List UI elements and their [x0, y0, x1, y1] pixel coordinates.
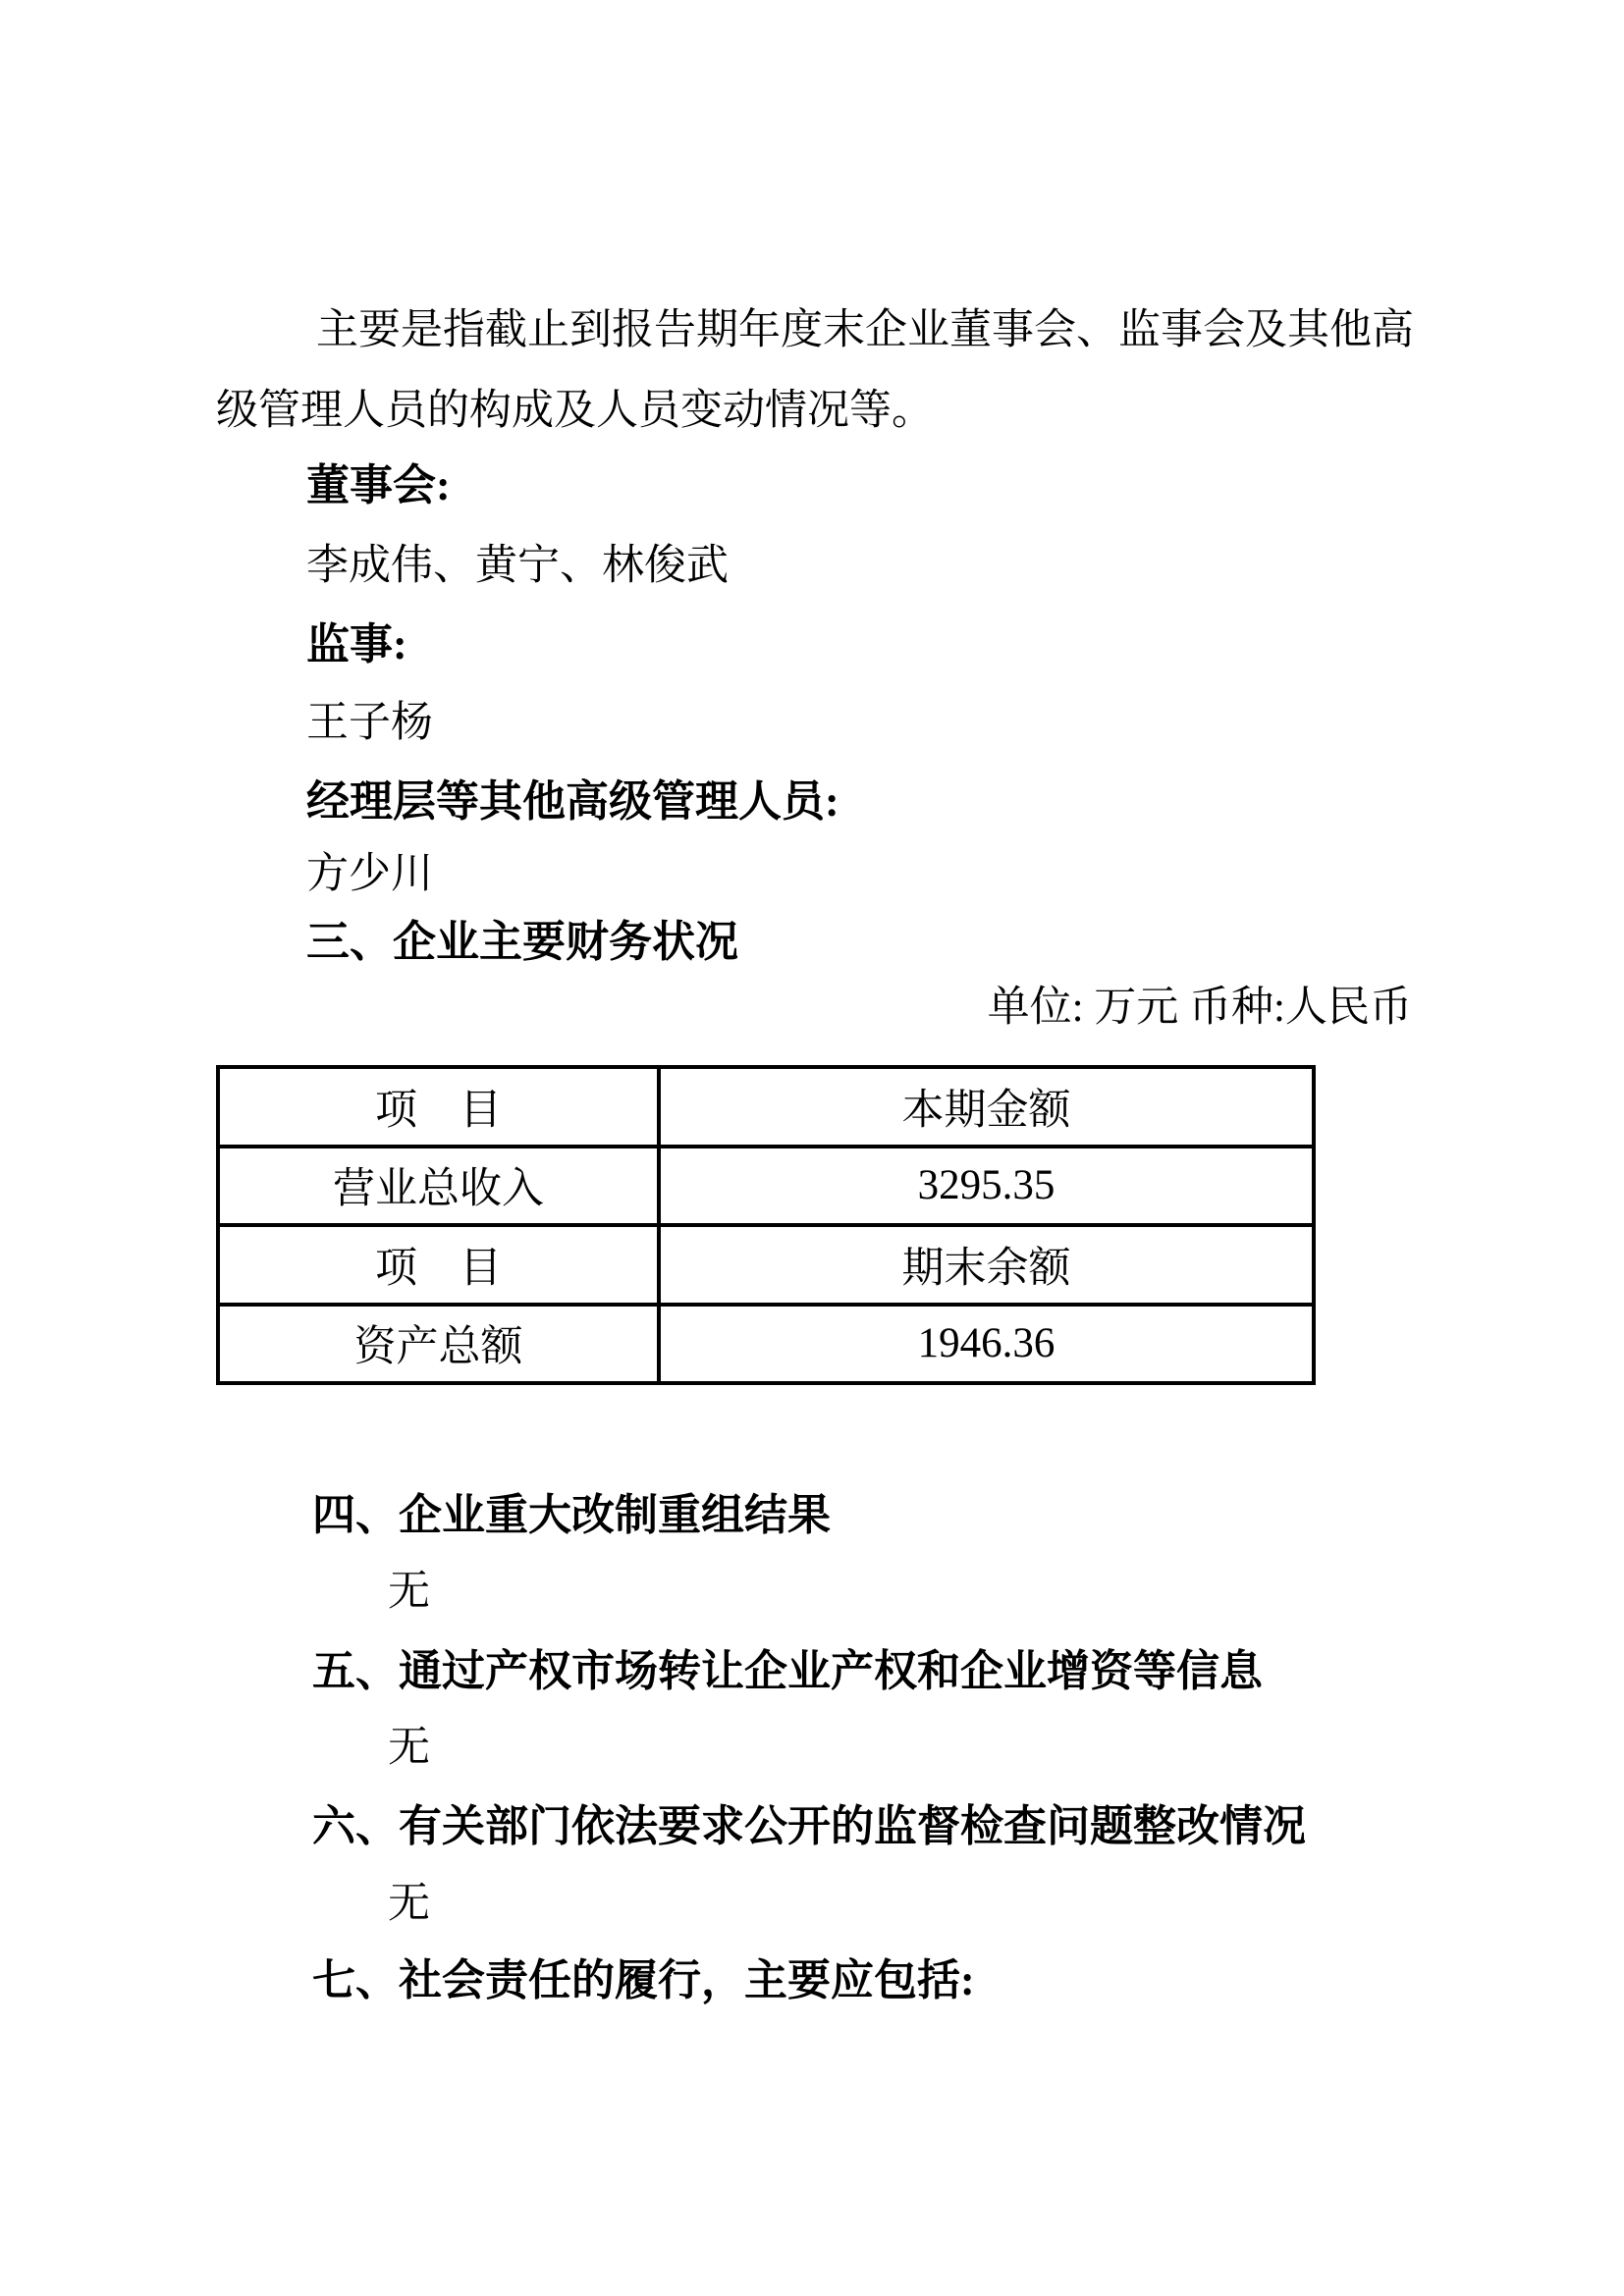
table-cell-value-header: 期末余额: [659, 1225, 1314, 1305]
table-row: [218, 1225, 1314, 1305]
section-5-content: 无: [388, 1725, 430, 1771]
table-row: [218, 1147, 1314, 1226]
table-cell-value: 3295.35: [659, 1147, 1314, 1226]
board-of-directors-heading: 董事会:: [306, 461, 451, 509]
intro-paragraph-line-1: 主要是指截止到报告期年度末企业董事会、监事会及其他高: [316, 307, 1414, 353]
table-cell-value: 1946.36: [659, 1305, 1314, 1384]
table-cell-item-header: 项 目: [218, 1225, 659, 1305]
intro-paragraph-line-2: 级管理人员的构成及人员变动情况等。: [216, 388, 934, 434]
management-names: 方少川: [306, 851, 433, 897]
table-cell-item: 营业总收入: [218, 1147, 659, 1226]
supervisor-names: 王子杨: [306, 700, 433, 746]
section-3-title: 三、企业主要财务状况: [306, 918, 738, 966]
financial-table: [216, 1065, 1316, 1385]
table-units-note: 单位: 万元 币种:人民币: [987, 985, 1412, 1031]
table-cell-item-header: 项 目: [218, 1067, 659, 1147]
section-6-title: 六、有关部门依法要求公开的监督检查问题整改情况: [312, 1802, 1306, 1850]
board-members-names: 李成伟、黄宁、林俊武: [306, 543, 729, 589]
section-7-title: 七、社会责任的履行，主要应包括:: [312, 1956, 975, 2004]
table-cell-value-header: 本期金额: [659, 1067, 1314, 1147]
section-6-content: 无: [388, 1881, 430, 1927]
table-row: [218, 1067, 1314, 1147]
section-5-title: 五、通过产权市场转让企业产权和企业增资等信息: [312, 1647, 1263, 1695]
table-row: [218, 1305, 1314, 1384]
supervisor-heading: 监事:: [306, 620, 407, 668]
table-cell-item: 资产总额: [218, 1305, 659, 1384]
management-heading: 经理层等其他高级管理人员:: [306, 777, 839, 826]
section-4-content: 无: [388, 1569, 430, 1615]
section-4-title: 四、企业重大改制重组结果: [312, 1491, 831, 1539]
